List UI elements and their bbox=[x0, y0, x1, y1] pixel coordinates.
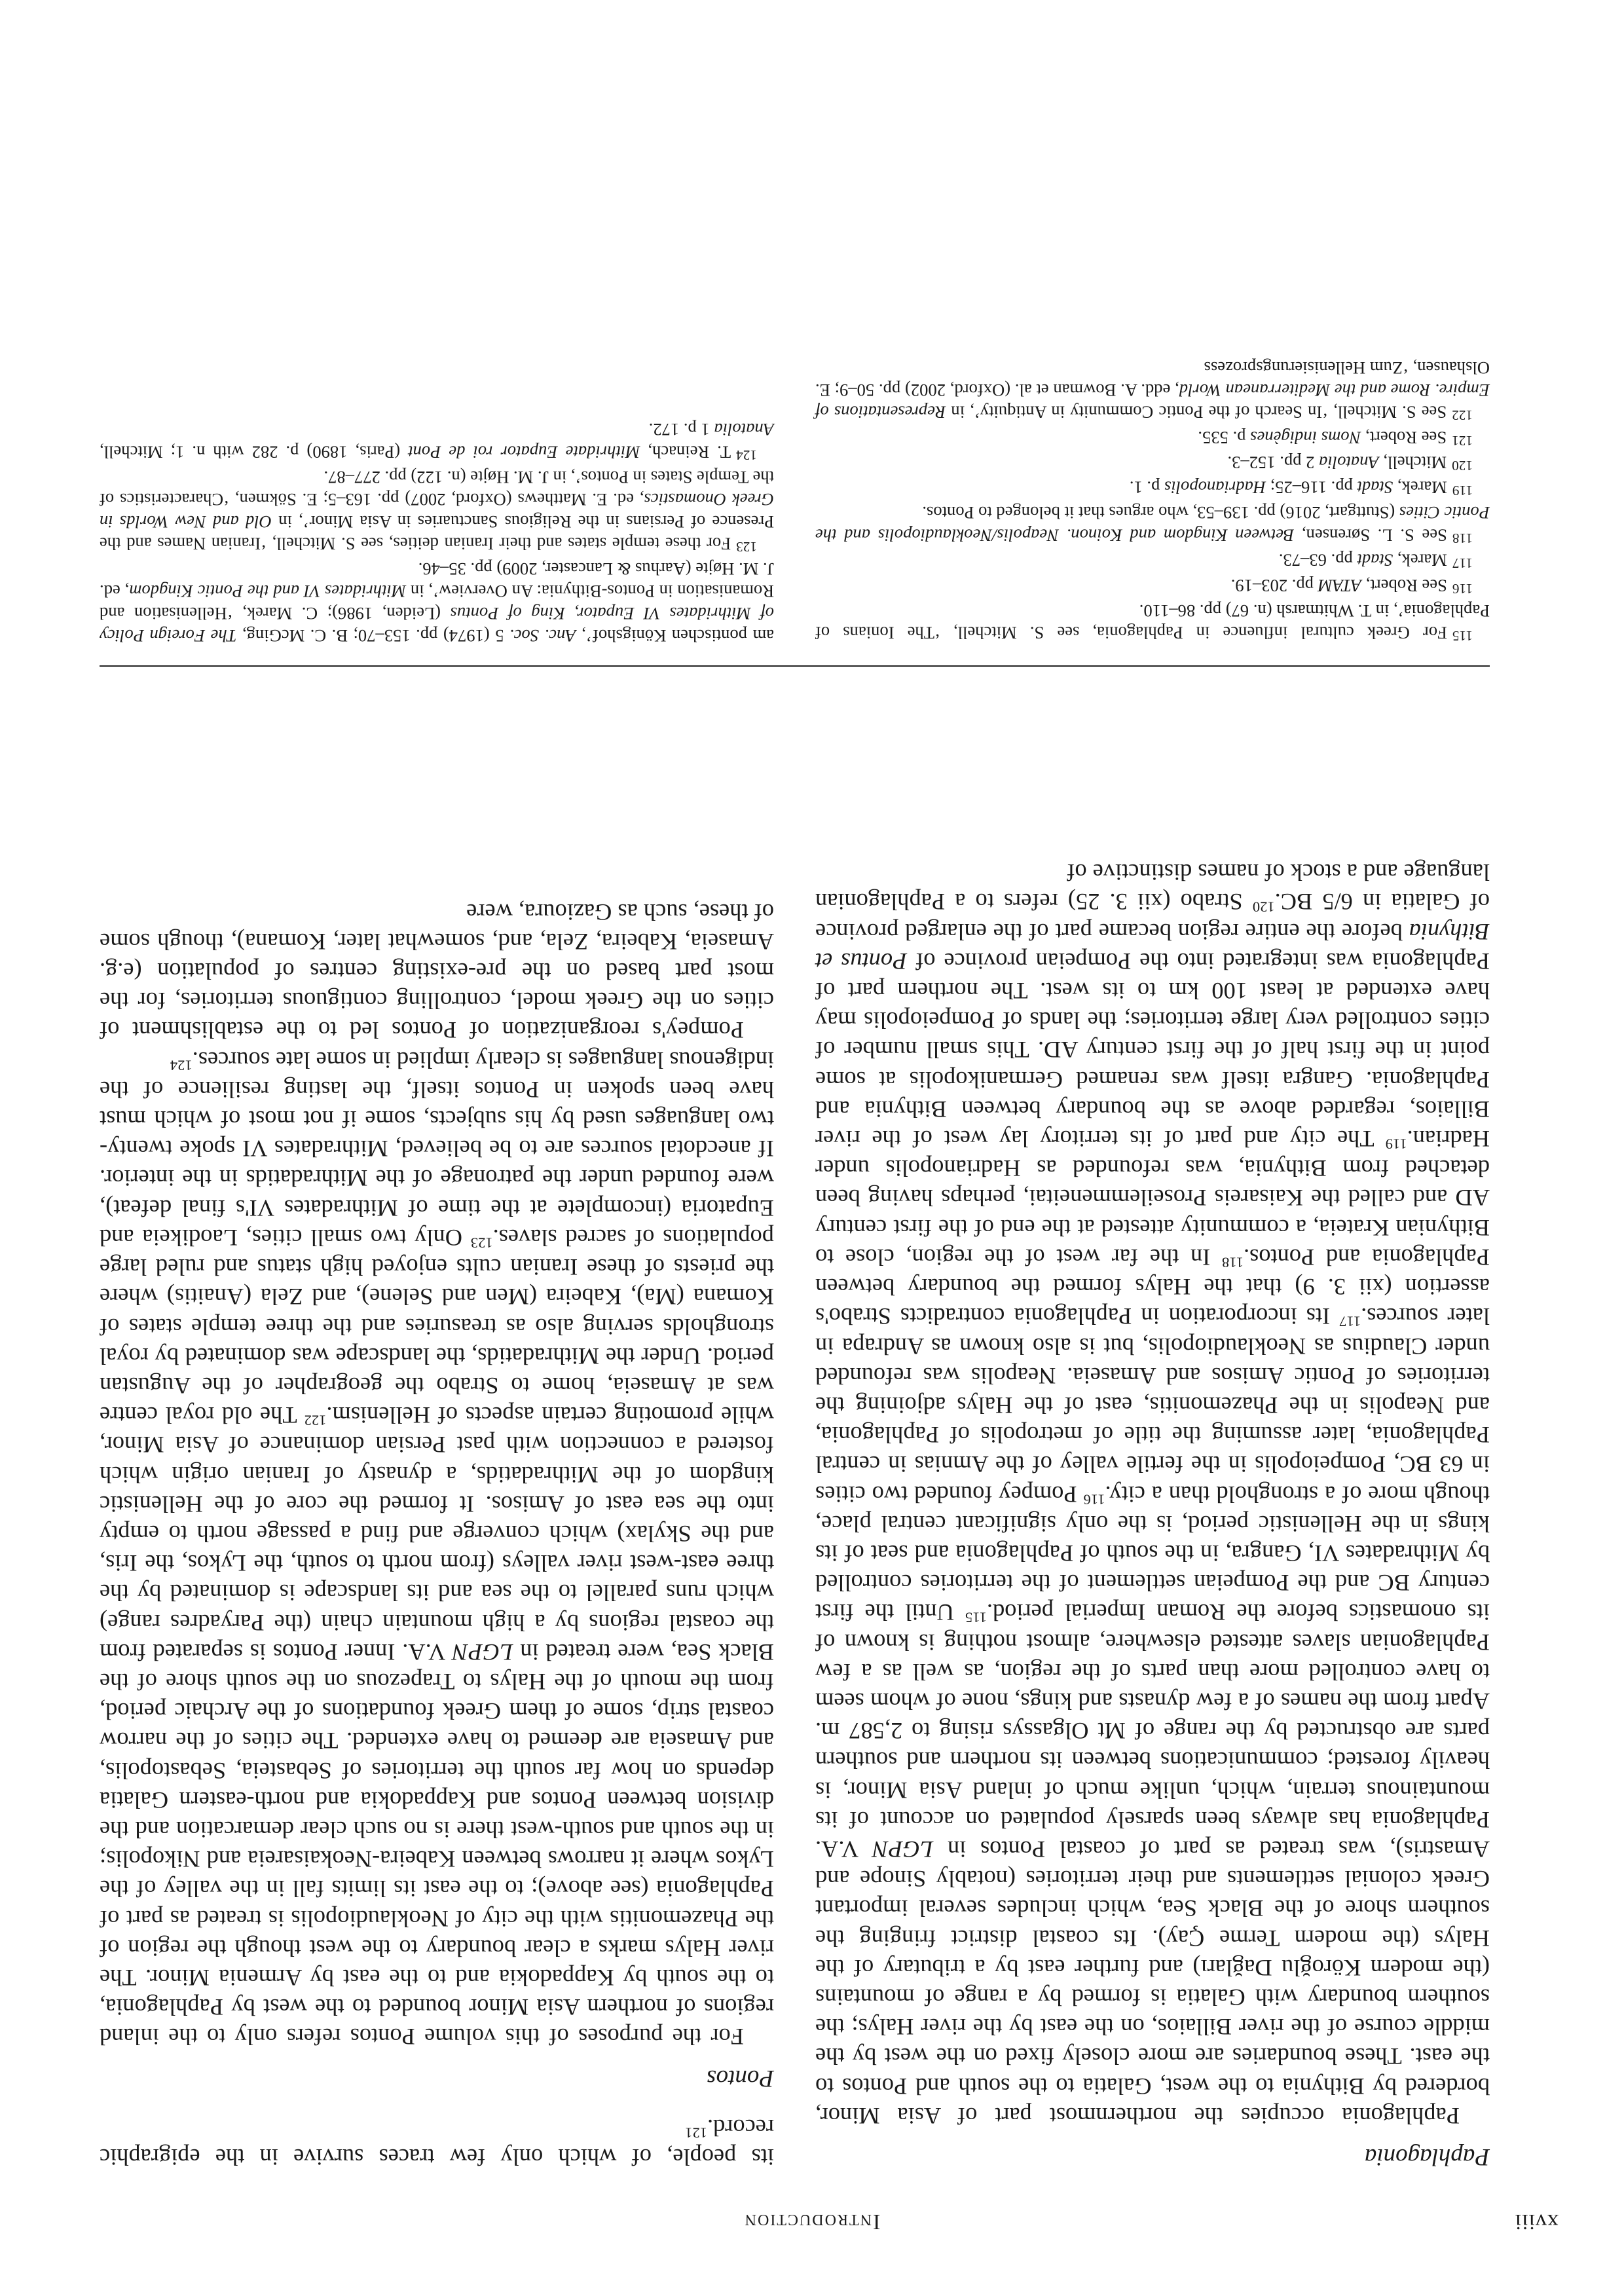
italic-text: Between Kingdom and Koinon. Neapolis/Neoklaudiopolis and the Pontic Cities bbox=[815, 503, 1490, 546]
text-run: Mitchell, bbox=[1378, 453, 1447, 473]
left-footnotes bbox=[815, 357, 1490, 647]
text-run: pp. 203–19. bbox=[1230, 576, 1318, 596]
footnote-ref: 121 bbox=[685, 2124, 707, 2141]
footnote bbox=[100, 418, 774, 466]
text-run: Paphlagonia occupies the northernmost part of Asia Minor, bordered by Bithynia to the west, Galatia to the south and Pontos to the east. These boundaries are more closely fixed on the west by the middle course of the river Billaios, on the east by the river Halys; the southern boundary with Galatia is formed by a range of mountains (the modern Köroğlu Dağları) and further east by a tributary of the Halys (the modern Terme Çay). Its coastal district fringing the southern shore of the Black Sea, which includes several important Greek colonial settlements and their territories (notably Sinope and Amastris), was treated as part of coastal Pontos in bbox=[815, 1836, 1490, 2129]
italic-text: ATAM bbox=[1318, 576, 1362, 596]
text-run: Marek, bbox=[1393, 478, 1447, 498]
right-footnotes bbox=[100, 418, 774, 647]
italic-text: Anc. Soc. bbox=[509, 626, 576, 646]
left-column bbox=[815, 857, 1490, 2172]
italic-text: Mithridate Eupator roi de Pont bbox=[408, 442, 640, 462]
footnote bbox=[815, 600, 1490, 647]
footnote-number: 119 bbox=[1452, 483, 1473, 499]
footnote-ref: 119 bbox=[1385, 1136, 1407, 1153]
right-column bbox=[100, 897, 774, 2172]
footnote bbox=[815, 477, 1490, 502]
text-run: Marek, bbox=[1393, 550, 1447, 570]
footnote-ref: 116 bbox=[1083, 1491, 1105, 1508]
page-number: xviii bbox=[1514, 2210, 1559, 2234]
text-run: 1 p. 172. bbox=[648, 420, 714, 440]
italic-text: Stadt bbox=[1357, 550, 1393, 570]
text-run: 5 (1974) pp. 153–70; B. C. McGing, bbox=[236, 626, 510, 646]
footnote-rule bbox=[100, 665, 1490, 667]
text-run: , ed. E. Matthews (Oxford, 2007) pp. 163–5; E. Sökmen, ‘Characteristics of the Temple States in Pontos’, in J. M. Højte (n. 122) pp. 277–87. bbox=[100, 467, 774, 509]
footnote bbox=[100, 558, 774, 647]
footnote-ref: 124 bbox=[170, 1057, 193, 1074]
footnote-number: 118 bbox=[1452, 530, 1473, 546]
text-run: its people, of which only few traces survive in the epigraphic record. bbox=[100, 2114, 774, 2170]
left-paragraphs bbox=[815, 857, 1490, 2130]
footnote bbox=[815, 549, 1490, 574]
right-paragraphs bbox=[100, 897, 774, 2051]
text-run: For the purposes of this volume Pontos refers only to the inland regions of northern Asia Minor bounded to the west by Paphlagonia, to the south by Kappadokia and to the east by Armenia Minor. The river Halys marks a clear boundary to the west though the region of the Phazemonitis with the city of Neoklaudiopolis is treated as part of Paphlagonia (see above); to the east its limits fall in the valley of the Lykos where it narrows between Kabeira-Neokaisareia and Nikopolis; in the south and south-west there is no such clear demarcation and the division between Pontos and Kappadokia and north-eastern Galatia depends on how far south the territories of Sebasteia, Sebastopolis, and Amaseia are deemed to have extended. The cities of the narrow coastal strip, some of them Greek foundations of the Archaic period, from the mouth of the Halys to Trapezous on the south shore of the Black Sea, were treated in bbox=[100, 1639, 774, 2050]
text-run: For Greek cultural influence in Paphlagonia, see S. Mitchell, ‘The Ionians of Paphlagonia’, in T. Whitmarsh (n. 67) pp. 86–110. bbox=[815, 601, 1490, 643]
italic-text: LGPN bbox=[872, 1836, 934, 1862]
footnote-ref: 120 bbox=[1252, 898, 1275, 916]
text-run: See S. L. Sørensen, bbox=[1294, 525, 1447, 546]
text-run: For these temple states and their Iranian deities, see S. Mitchell, ‘Iranian Names and the Presence of Persians in the Religious Sanctuaries in Asia Minor’, in bbox=[100, 511, 774, 554]
body-paragraph bbox=[100, 2113, 774, 2172]
italic-text: Representations of Empire. Rome and the Mediterranean World bbox=[815, 380, 1490, 422]
footnote bbox=[815, 357, 1490, 426]
footnote bbox=[100, 466, 774, 558]
text-run: Pompey's reorganization of Pontos led to the establishment of cities on the Greek model, controlling contiguous territories, for the most part based on the pre-existing centres of population (e.g. Amaseia, Kabeira, Zela, and, somewhat later, Komana), though some of these, such as Gazioura, were bbox=[100, 898, 774, 1044]
footnote-number: 117 bbox=[1452, 555, 1473, 572]
text-run: , edd. A. Bowman et al. (Oxford, 2002) pp. 50–9; E. Olshausen, ‘Zum Hellenisierungsprozess bbox=[815, 358, 1490, 400]
body-paragraph bbox=[815, 857, 1490, 2130]
footnote-number: 124 bbox=[736, 447, 757, 463]
text-run: pp. 63–73. bbox=[1278, 550, 1357, 570]
footnote-ref: 117 bbox=[1339, 1313, 1361, 1330]
italic-text: Old and New Worlds in Greek Onomastics bbox=[100, 489, 774, 532]
text-run: (Leiden, 1986); C. Marek, ‘Hellenisation and Romanisation in Pontos-Bithynia: An Overview’, in bbox=[100, 582, 774, 623]
text-run: (Stuttgart, 2016) pp. 139–53, who argues that it belonged to Pontos. bbox=[922, 503, 1399, 523]
text-run: p. 1. bbox=[1129, 478, 1164, 498]
text-run: Until the first century BC and the Pompeian settlement of the territories controlled by Mithradates VI, Gangra, in the south of Paphlagonia and seat of its kings in the Hellenistic period, is the only significant central place, though more of a stronghold than a city. bbox=[815, 1481, 1490, 1626]
italic-text: Stadt bbox=[1357, 478, 1393, 498]
text-run: The old royal centre was at Amaseia, home to Strabo the geographer of the Augustan period. Under the Mithradatids, the landscape was dominated by royal strongholds serving also as treasuries and the three temple states of Komana (Ma), Kabeira (Men and Selene), and Zela (Anaitis) where the priests of these Iranian cults enjoyed high status and ruled large populations of sacred slaves. bbox=[100, 1224, 774, 1429]
italic-text: Anatolia bbox=[1319, 453, 1379, 473]
text-run: Its incorporation in Paphlagonia contradicts Strabo's assertion (xii 3. 9) that the Halys formed the boundary between Paphlagonia and Pontos. bbox=[815, 1244, 1490, 1330]
italic-text: LGPN bbox=[452, 1639, 513, 1665]
body-paragraph bbox=[100, 1045, 774, 2051]
text-run: See Robert, bbox=[1361, 576, 1447, 596]
italic-text: Mithridates VI and the Pontic Kingdom bbox=[129, 582, 407, 601]
text-run: Pompey founded two cities in 63 BC, Pompeiopolis in the fertile valley of the Amnias in central Paphlagonia, later assuming the title of metropolis of Paphlagonia, and Neapolis in the Phazemonitis, east of the Halys adjoining the territories of Pontic Amisos and Amaseia. Neapolis was refounded under Claudius as Neoklaudiopolis, but is also known as Andrapa in later sources. bbox=[815, 1303, 1490, 1508]
text-run: In the far west of the region, close to Bithynian Krateia, a community attested at the end of the first century AD and called the Kaisareis Proseilemmeneitai, perhaps having been detached from Bithynia, was refounded as Hadrianopolis under Hadrian. bbox=[815, 1126, 1490, 1270]
footnote bbox=[815, 574, 1490, 599]
text-run: Strabo (xii 3. 25) refers to a Paphlagonian language and a stock of names distinctive of bbox=[815, 859, 1490, 916]
text-run: See Robert, bbox=[1361, 428, 1447, 448]
footnote-number: 116 bbox=[1452, 580, 1473, 597]
text-run: Only two small cities, Laodikeia and Eupatoria (incomplete at the time of Mithradates VI's final defeat), were founded under the patronage of the Mithradatids in the interior. If anecdotal sources are to be believed, Mithradates VI spoke twenty-two languages used by his subjects, some if not most of which must have been spoken in Pontos itself, the lasting resilience of the indigenous languages is clearly implied in some late sources. bbox=[100, 1046, 774, 1251]
body-paragraph bbox=[100, 897, 774, 1045]
italic-text: Noms indigènes bbox=[1250, 428, 1361, 448]
footnote bbox=[815, 426, 1490, 451]
footnote-ref: 122 bbox=[304, 1412, 327, 1429]
text-run: T. Reinach, bbox=[640, 442, 731, 462]
text-run: p. 535. bbox=[1198, 428, 1251, 448]
section-heading-pontos: Pontos bbox=[707, 2064, 774, 2092]
text-run: See S. Mitchell, ‘In Search of the Pontic Community in Antiquity’, in bbox=[946, 403, 1447, 422]
section-heading-paphlagonia: Paphlagonia bbox=[1364, 2143, 1490, 2170]
text-run: am pontischen Königshof’, bbox=[576, 626, 774, 646]
text-run: before the entire region became part of the enlarged province of Galatia in 6/5 BC. bbox=[815, 889, 1490, 945]
italic-text: Hadrianopolis bbox=[1164, 478, 1266, 498]
text-run: V.A. Inner Pontos is separated from the coastal regions by a high mountain chain (the Paryadres range) which runs parallel to the sea and its landscape is dominated by the three east-west river valleys (from north to south, the Lykos, the Iris, and the Skylax) which converge and find a passage north to empty into the sea east of Amisos. It formed the core of the Hellenistic kingdom of the Mithradatids, a dynasty of Iranian origin which fostered a connection with past Persian dominance of Asia Minor, while promoting certain aspects of Hellenism. bbox=[100, 1402, 774, 1665]
footnote-ref: 118 bbox=[1222, 1254, 1244, 1271]
text-run: (Paris, 1890) p. 282 with n. 1; Mitchell, bbox=[99, 442, 409, 462]
footnote bbox=[815, 502, 1490, 549]
text-run: V.A. Paphlagonia has always been sparsely populated on account of its mountainous terrain, which, unlike much of inland Asia Minor, is heavily forested; communications between its northern and southern parts are obstructed by the range of Mt Olgassys rising to 2,587 m. Apart from the names of a few dynasts and kings, none of whom seem to have controlled more than parts of the region, as well as a few Paphlagonian slaves attested elsewhere, almost nothing is known of its onomastics before the Roman Imperial period. bbox=[815, 1599, 1490, 1862]
text-run: , ed. J. M. Højte (Aarhus & Lancaster, 2009) pp. 35–46. bbox=[99, 559, 774, 601]
footnote-ref: 123 bbox=[470, 1234, 493, 1251]
footnote-number: 123 bbox=[736, 539, 757, 555]
running-title: Introduction bbox=[743, 2210, 881, 2234]
right-continued-paragraph bbox=[100, 2113, 774, 2172]
footnote-number: 120 bbox=[1452, 458, 1473, 474]
running-header bbox=[0, 2194, 1624, 2234]
text-run: The city and part of its territory lay west of the river Billaios, regarded above as the boundary between Bithynia and Paphlagonia. Gangra itself was renamed Germanikopolis at some point in the first half of the first century AD. This small number of cities controlled very large territories; the lands of Pompeiopolis may have extended at least 100 km to its west. The northern part of Paphlagonia was integrated into the Pompeian province of bbox=[815, 948, 1490, 1153]
text-run: pp. 116–25; bbox=[1266, 478, 1357, 498]
text-run: 2 pp. 152–3. bbox=[1227, 453, 1320, 473]
footnote-number: 122 bbox=[1452, 407, 1473, 424]
footnote-number: 115 bbox=[1452, 628, 1473, 644]
footnote-number: 121 bbox=[1452, 432, 1473, 449]
italic-text: The Foreign Policy of Mithridates VI Eupator, King of Pontus bbox=[100, 604, 774, 646]
italic-text: Anatolia bbox=[714, 420, 774, 440]
footnote-ref: 115 bbox=[965, 1609, 987, 1626]
italic-text: Pontus et Bithynia bbox=[815, 918, 1490, 974]
footnote bbox=[815, 452, 1490, 477]
